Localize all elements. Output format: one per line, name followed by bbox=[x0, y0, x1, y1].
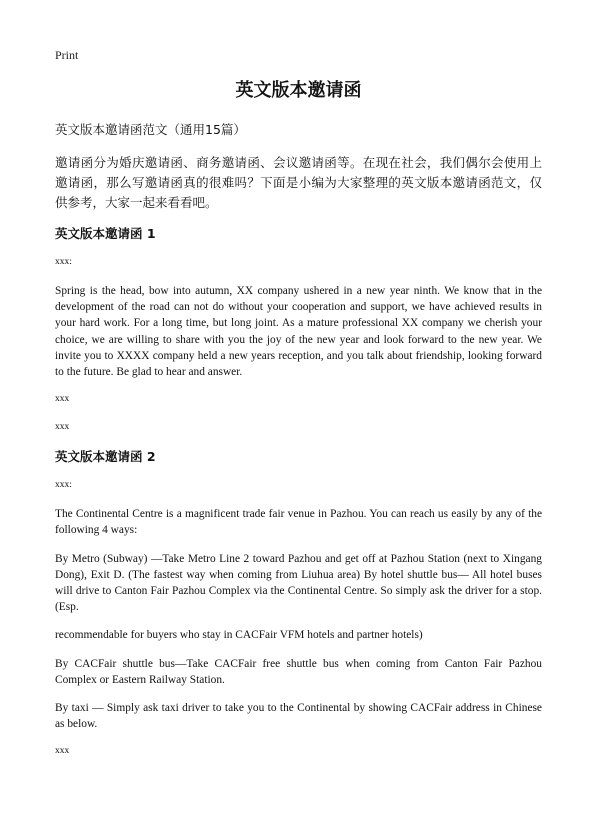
letter-paragraph: The Continental Centre is a magnificent trade fair venue in Pazhou. You can reach us easily by any of the following 4 ways: bbox=[55, 508, 542, 537]
closing-line: xxx bbox=[55, 394, 70, 405]
letter-paragraph: By CACFair shuttle bus—Take CACFair free shuttle bus when coming from Canton Fair Pazhou Complex or Eastern Railway Station. bbox=[55, 657, 542, 686]
letter-body: Spring is the head, bow into autumn, XX company ushered in a new year ninth. We know that in the development of the road can not do without your cooperation and support, we have achieved results in your hard work. For a long time, but long joint. As a mature professional XX company we cherish your choice, we are willing to share with you the joy of the new year and look forward to the new year. We invite you to XXXX company held a new years reception, and you talk about friendship, looking forward to the future. Be glad to hear and answer. bbox=[55, 285, 542, 379]
section-1 bbox=[55, 225, 542, 434]
salutation: xxx: bbox=[55, 257, 72, 267]
section-2 bbox=[55, 448, 542, 758]
document-title: 英文版本邀请函 bbox=[235, 80, 362, 101]
salutation: xxx: bbox=[55, 480, 72, 491]
closing-line: xxx bbox=[55, 746, 70, 757]
section-heading: 英文版本邀请函 1 bbox=[55, 226, 156, 241]
closing-line: xxx bbox=[55, 422, 70, 433]
letter-paragraph: By taxi — Simply ask taxi driver to take you to the Continental by showing CACFair address in Chinese as below. bbox=[55, 702, 542, 731]
section-heading: 英文版本邀请函 2 bbox=[55, 449, 156, 465]
letter-paragraph: By Metro (Subway) —Take Metro Line 2 toward Pazhou and get off at Pazhou Station (next to Xingang Dong), Exit D. (The fastest way when coming from Liuhua area) By hotel shuttle bus— All hotel buses will drive to Canton Fair Pazhou Complex via the Continental Centre. So simply ask the driver for a stop. (Esp. bbox=[55, 552, 542, 614]
letter-paragraph: recommendable for buyers who stay in CACFair VFM hotels and partner hotels) bbox=[55, 629, 423, 642]
intro-paragraph: 邀请函分为婚庆邀请函、商务邀请函、会议邀请函等。在现在社会，我们偶尔会使用上邀请函，那么写邀请函真的很难吗？下面是小编为大家整理的英文版本邀请函范文，仅供参考，大家一起来看看吧。 bbox=[55, 155, 542, 210]
print-link[interactable]: Print bbox=[55, 48, 79, 62]
document-subtitle: 英文版本邀请函范文（通用15篇） bbox=[55, 122, 246, 137]
